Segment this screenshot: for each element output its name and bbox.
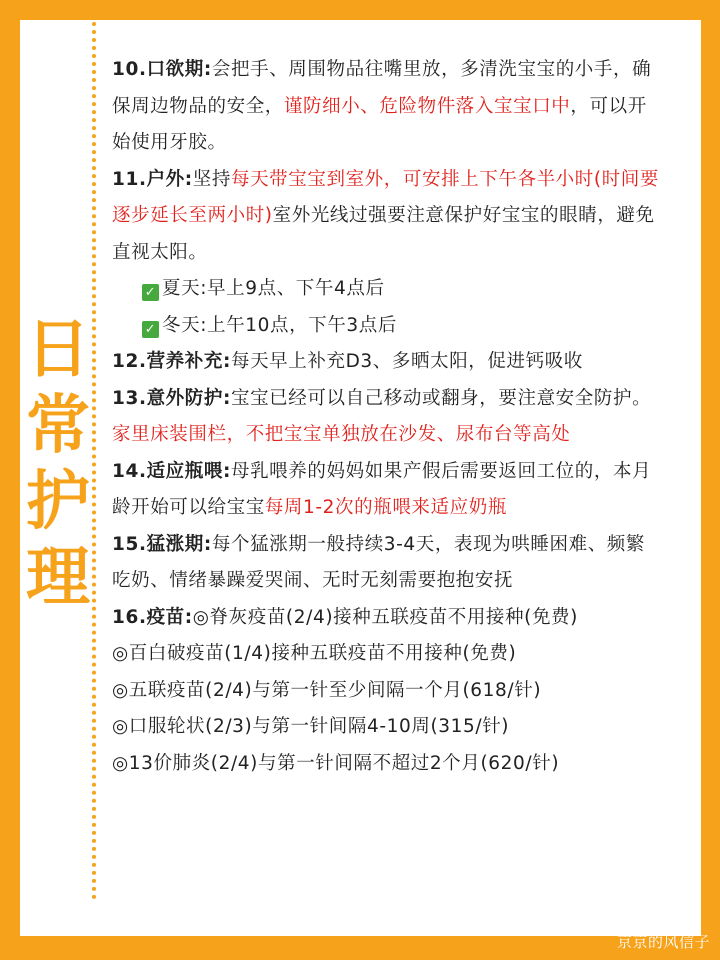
check-mark-icon: ✓: [142, 321, 159, 338]
section-title: 意外防护:: [146, 387, 231, 409]
vaccine-item: ◎五联疫苗(2/4)与第一针至少间隔一个月(618/针): [112, 679, 542, 701]
section-number: 13.: [112, 387, 147, 409]
side-title-char: 日: [26, 313, 90, 387]
check-mark-icon: ✓: [142, 284, 159, 301]
highlight-text: 家里床装围栏，不把宝宝单独放在沙发、尿布台等高处: [112, 424, 571, 445]
tips-content: [112, 52, 664, 782]
section-number: 16.: [112, 606, 147, 628]
side-title-char: 常: [26, 389, 90, 463]
section-title: 户外:: [146, 168, 193, 190]
section-14: [112, 454, 664, 527]
section-number: 11.: [112, 168, 147, 190]
section-number: 12.: [112, 351, 147, 372]
section-number: 14.: [112, 460, 147, 482]
section-12: [112, 344, 664, 381]
section-number: 15.: [112, 533, 147, 555]
vaccine-item: ◎脊灰疫苗(2/4)接种五联疫苗不用接种(免费): [192, 606, 578, 628]
section-11: [112, 162, 664, 272]
section-title: 口欲期:: [146, 59, 212, 80]
winter-time-text: 冬天:上午10点，下午3点后: [162, 314, 397, 336]
section-text: 每个猛涨期一般持续3-4天，表现为哄睡困难、频繁吃奶、情绪暴躁爱哭闹、无时无刻需要抱抱安抚: [112, 533, 646, 591]
section-text: 母乳喂养的妈妈如果产假后需要返回工位的，本月龄开始可以给宝宝: [112, 460, 652, 518]
vaccine-item: ◎口服轮状(2/3)与第一针间隔4-10周(315/针): [112, 716, 510, 737]
section-13: [112, 381, 664, 454]
section-number: 10.: [112, 59, 147, 80]
section-title: 适应瓶喂:: [146, 460, 231, 482]
section-title: 疫苗:: [146, 606, 193, 628]
section-text: 室外光线过强要注意保护好宝宝的眼睛，避免直视太阳。: [112, 205, 655, 263]
highlight-text: 谨防细小、危险物件落入宝宝口中: [283, 95, 571, 117]
section-10: [112, 52, 664, 162]
section-text: 坚持: [192, 168, 231, 190]
side-title: [18, 312, 98, 616]
winter-time-item: [112, 308, 664, 345]
highlight-text: 每周1-2次的瓶喂来适应奶瓶: [264, 497, 507, 518]
side-title-char: 理: [26, 541, 90, 615]
highlight-text: 每天带宝宝到室外，可安排上下午各半小时(时间要逐步延长至两小时): [112, 168, 660, 226]
summer-time-item: [112, 271, 664, 308]
section-text: ，可以开始使用牙胶。: [112, 95, 647, 153]
watermark: 京京的风信子: [616, 933, 710, 951]
section-15: [112, 527, 664, 600]
section-title: 猛涨期:: [146, 533, 212, 555]
side-title-char: 护: [26, 465, 90, 539]
section-text: 每天早上补充D3、多晒太阳，促进钙吸收: [230, 351, 583, 372]
section-text: 会把手、周围物品往嘴里放，多清洗宝宝的小手，确保周边物品的安全，: [112, 59, 652, 117]
summer-time-text: 夏天:早上9点、下午4点后: [162, 278, 385, 299]
vaccine-item: ◎13价肺炎(2/4)与第一针间隔不超过2个月(620/针): [112, 752, 560, 774]
section-16: [112, 600, 664, 637]
dotted-divider: [92, 22, 96, 900]
section-title: 营养补充:: [146, 351, 231, 372]
vaccine-item: ◎百白破疫苗(1/4)接种五联疫苗不用接种(免费): [112, 643, 517, 664]
section-text: 宝宝已经可以自己移动或翻身，要注意安全防护。: [230, 387, 652, 409]
